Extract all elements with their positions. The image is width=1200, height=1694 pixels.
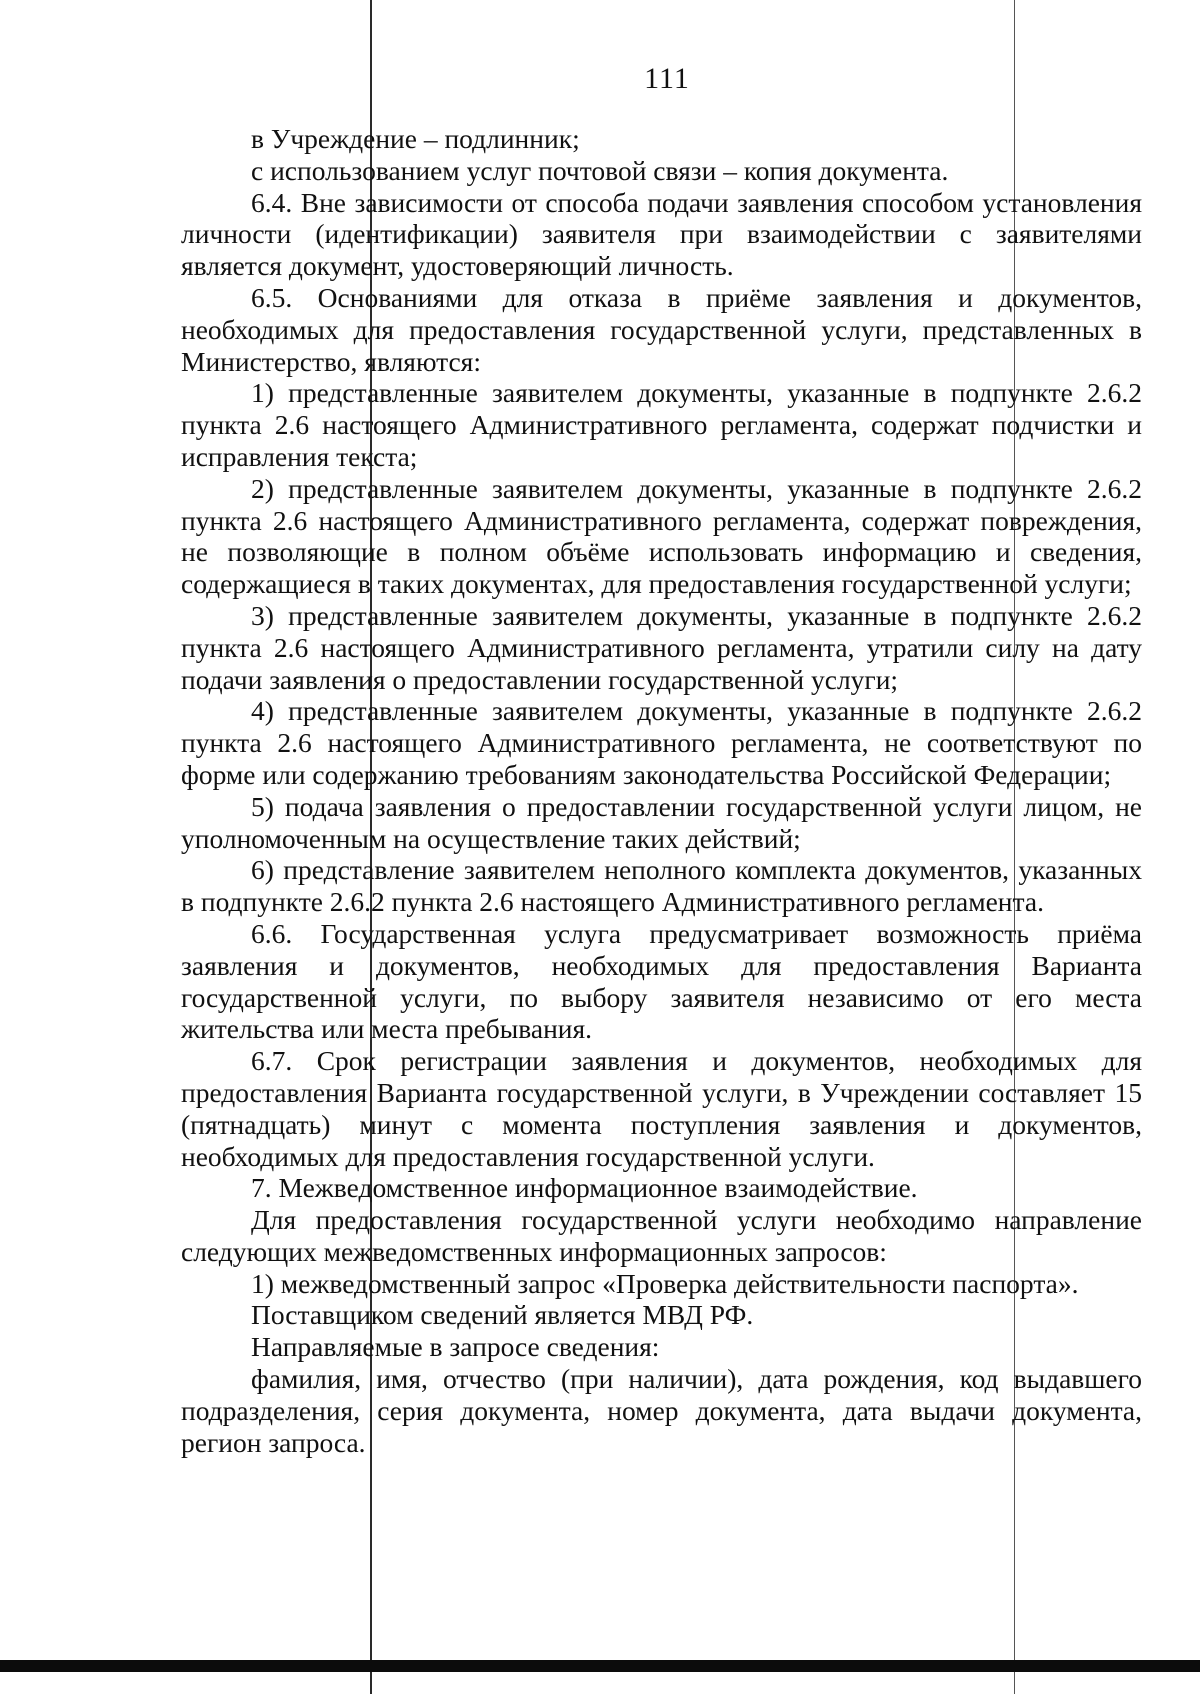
paragraph: Для предоставления государственной услуги необходимо направление следующих межведомственных информационных запросов: (181, 1204, 1142, 1267)
list-item: 1) межведомственный запрос «Проверка действительности паспорта». (251, 1267, 1079, 1299)
list-item: 3) представленные заявителем документы, указанные в подпункте 2.6.2 пункта 2.6 настоящего Административного регламента, утратили силу на дату подачи заявления о предоставлении государственной услуги; (181, 599, 1142, 695)
paragraph: в Учреждение – подлинник; (251, 123, 580, 154)
paragraph: 6.5. Основаниями для отказа в приёме заявления и документов, необходимых для предоставления государственной услуги, представленных в Министерство, являются: (181, 281, 1142, 377)
scan-bottom-border (0, 1660, 1200, 1672)
paragraph: 6.4. Вне зависимости от способа подачи заявления способом установления личности (идентификации) заявителя при взаимодействии с заявителями является документ, удостоверяющий личность. (181, 186, 1142, 282)
paragraph: фамилия, имя, отчество (при наличии), дата рождения, код выдавшего подразделения, серия документа, номер документа, дата выдачи документа, регион запроса. (181, 1363, 1142, 1458)
paragraph: Поставщиком сведений является МВД РФ. (251, 1299, 754, 1331)
list-item: 5) подача заявления о предоставлении государственной услуги лицом, не уполномоченным на осуществление таких действий; (181, 790, 1142, 854)
paragraph: 6.6. Государственная услуга предусматривает возможность приёма заявления и документов, необходимых для предоставления Варианта государственной услуги, по выбору заявителя независимо от его места жительства или места пребывания. (181, 917, 1142, 1045)
paragraph: 6.7. Срок регистрации заявления и документов, необходимых для предоставления Варианта государственной услуги, в Учреждении составляет 15 (пятнадцать) минут с момента поступления заявления и документов, необходимых для предоставления государственной услуги. (181, 1045, 1142, 1172)
list-item: 1) представленные заявителем документы, указанные в подпункте 2.6.2 пункта 2.6 настоящего Административного регламента, содержат подчистки и исправления текста; (181, 377, 1142, 472)
list-item: 6) представление заявителем неполного комплекта документов, указанных в подпункте 2.6.2 пункта 2.6 настоящего Административного регламента. (181, 854, 1142, 918)
list-item: 4) представленные заявителем документы, указанные в подпункте 2.6.2 пункта 2.6 настоящего Административного регламента, не соответствуют по форме или содержанию требованиям законодательства Российской Федерации; (181, 695, 1142, 790)
document-body (181, 123, 1142, 1458)
section-heading: 7. Межведомственное информационное взаимодействие. (251, 1172, 918, 1204)
paragraph: с использованием услуг почтовой связи – копия документа. (251, 154, 949, 186)
paragraph: Направляемые в запросе сведения: (251, 1331, 660, 1363)
list-item: 2) представленные заявителем документы, указанные в подпункте 2.6.2 пункта 2.6 настоящего Административного регламента, содержат повреждения, не позволяющие в полном объёме использовать информацию и сведения, содержащиеся в таких документах, для предоставления государственной услуги; (181, 472, 1142, 600)
page-number: 111 (644, 62, 690, 95)
